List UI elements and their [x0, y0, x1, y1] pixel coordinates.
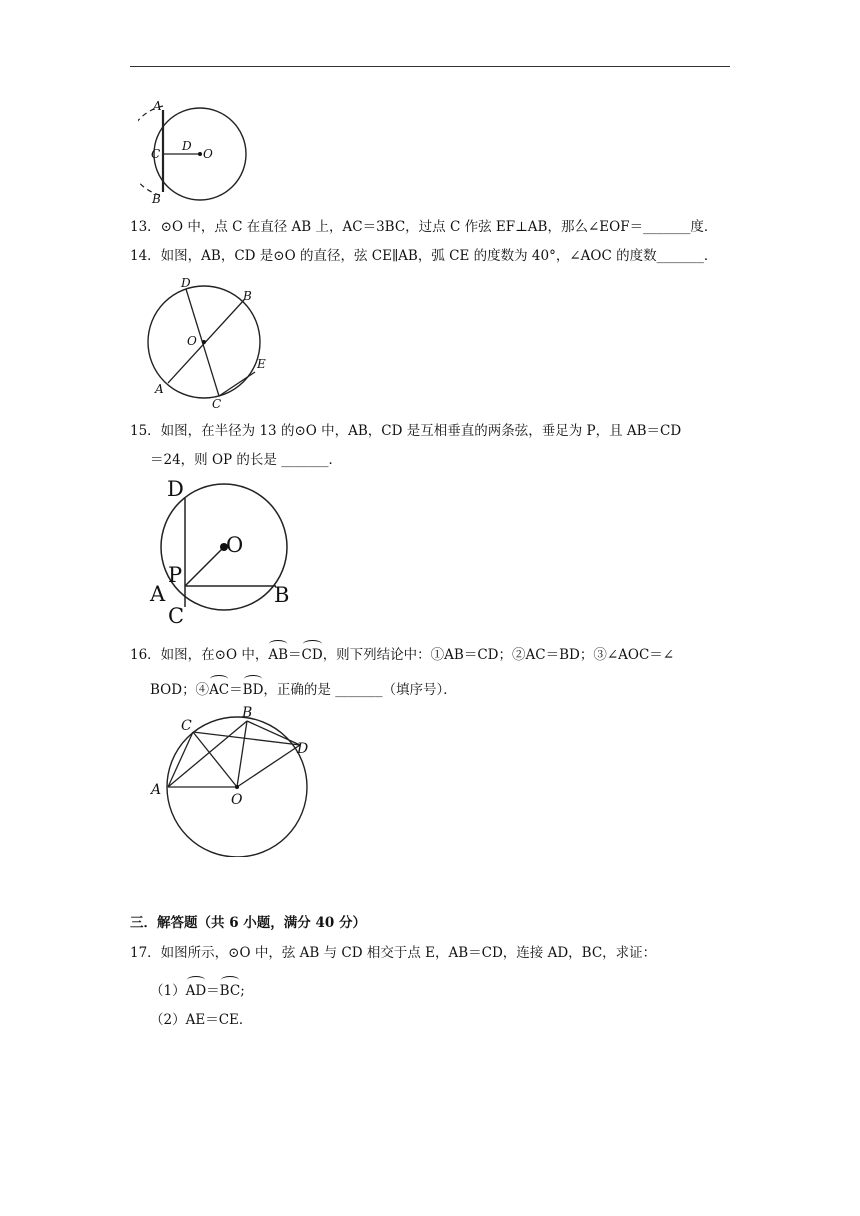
fig16-label-d: D [297, 741, 309, 757]
q14-text: 14．如图，AB，CD 是⊙O 的直径，弦 CE∥AB，弧 CE 的度数为 40°，∠AOC 的度数_______． [130, 248, 718, 264]
fig15-label-o: O [226, 533, 244, 557]
q17-text: 17．如图所示，⊙O 中，弦 AB 与 CD 相交于点 E，AB＝CD，连接 AD，BC，求证： [130, 945, 657, 961]
q16-arc-bd: BD [243, 676, 264, 700]
fig14-label-o: O [187, 334, 197, 348]
fig16-label-c: C [181, 718, 192, 734]
q16-line2-prefix: BOD；④ [150, 682, 210, 698]
figure-q13 [138, 98, 258, 206]
fig15-label-d: D [167, 477, 184, 501]
fig15-label-p: P [168, 563, 183, 587]
fig15-label-b: B [274, 583, 290, 607]
q17-part1-prefix: （1） [150, 983, 186, 999]
figure-q15 [145, 476, 305, 631]
q16-prefix: 16．如图，在⊙O 中， [130, 647, 269, 663]
fig14-label-d: D [181, 276, 191, 290]
fig14-label-b: B [243, 289, 252, 303]
q15-line2: ＝24，则 OP 的长是 _______． [150, 452, 342, 468]
q16-eq2: ＝ [229, 682, 243, 698]
q16-arc-ab: AB [268, 641, 288, 665]
q17-arc-bc: BC [220, 977, 241, 1001]
fig15-label-c: C [168, 604, 185, 628]
fig16-label-b: B [242, 705, 253, 721]
q17-part1 [150, 977, 245, 1001]
fig14-label-e: E [257, 357, 266, 371]
q17-part1-end: ; [240, 983, 245, 999]
q16-eq: ＝ [288, 647, 302, 663]
q16-arc-ac: AC [209, 676, 229, 700]
q16-line2 [150, 676, 457, 700]
fig14-label-c: C [212, 397, 222, 411]
q13-text: 13．⊙O 中，点 C 在直径 AB 上，AC＝3BC，过点 C 作弦 EF⊥AB，那么∠EOF＝_______度． [130, 219, 718, 235]
fig16-label-o: O [231, 792, 243, 808]
fig13-label-c: C [151, 147, 161, 161]
q16-arc-cd: CD [302, 641, 323, 665]
q17-part1-eq: ＝ [206, 983, 220, 999]
section-3-title: 三．解答题（共 6 小题，满分 40 分） [130, 915, 366, 931]
q16-suffix: ，则下列结论中：①AB＝CD；②AC＝BD；③∠AOC＝∠ [322, 647, 675, 663]
fig13-label-b: B [152, 192, 161, 206]
figure-q16 [145, 702, 320, 857]
q17-arc-ad: AD [186, 977, 207, 1001]
fig15-label-a: A [150, 582, 166, 606]
q15-line1: 15．如图，在半径为 13 的⊙O 中，AB，CD 是互相垂直的两条弦，垂足为 P，且 AB＝CD [130, 423, 682, 439]
fig13-label-d: D [182, 139, 192, 153]
fig13-label-a: A [153, 99, 162, 113]
fig14-label-a: A [155, 382, 164, 396]
q16-line2-suffix: ，正确的是 _______（填序号）． [263, 682, 457, 698]
q16-line1 [130, 641, 674, 665]
figure-q14 [140, 272, 280, 412]
q17-part2: （2）AE＝CE． [150, 1012, 253, 1028]
fig16-label-a: A [151, 782, 162, 798]
fig13-label-o: O [203, 147, 213, 161]
header-rule [130, 66, 730, 67]
